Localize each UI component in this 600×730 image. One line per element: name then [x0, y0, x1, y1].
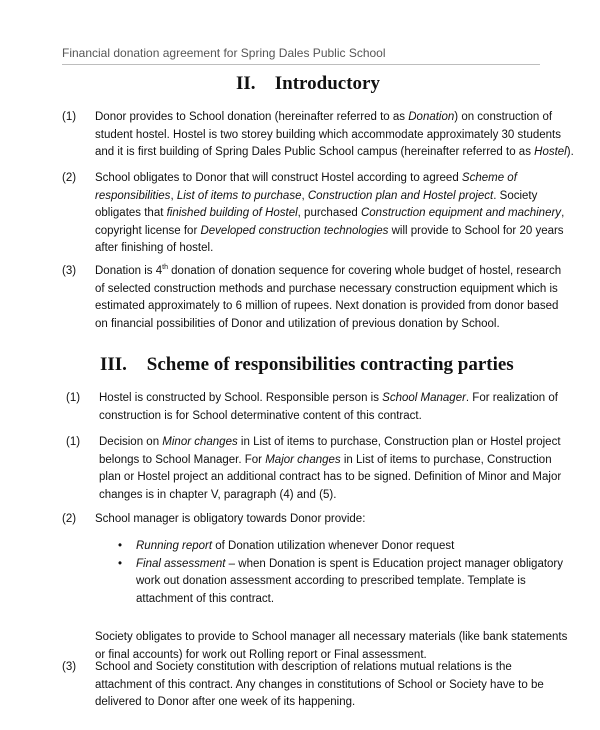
text-line: obligates that finished building of Hostel, purchased Construction equipment and machinery, [95, 207, 565, 219]
paragraph-marker: (2) [62, 513, 77, 525]
text-line: or final accounts) for work out Rolling report or Final assessment. [95, 648, 427, 661]
text-line: belongs to School Manager. For Major changes in List of items to purchase, Construction [99, 453, 552, 466]
text-line: estimated approximately to 6 million of rupees. Next donation is provided from donor based [95, 300, 559, 312]
bullet-icon: • [118, 540, 123, 552]
text-line: School and Society constitution with description of relations mutual relations is the [95, 661, 512, 673]
italic-term: Final assessment [136, 557, 226, 570]
text-line: attachment of this contract. Any changes in constitutions of School or Society have to be [95, 678, 544, 691]
section-heading-scheme [100, 354, 514, 376]
text-line: Donation is 4th donation of donation sequence for covering whole budget of hostel, research [95, 264, 562, 277]
text-line: Final assessment – when Donation is spent is Education project manager obligatory [136, 557, 564, 570]
italic-term: List of items to purchase [176, 189, 302, 202]
paragraph-text [95, 170, 564, 258]
text-line: responsibilities, List of items to purchase, Construction plan and Hostel project. Society [95, 189, 538, 202]
paragraph-text [99, 434, 561, 504]
text-line: Donor provides to School donation (hereinafter referred to as Donation) on construction of [95, 111, 553, 123]
section-heading-introductory [236, 73, 380, 95]
paragraph-marker: (3) [62, 661, 77, 673]
text-line: student hostel. Hostel is two storey building which accommodate approximately 30 students [95, 128, 561, 141]
italic-term: Running report [136, 540, 213, 552]
text-line: on financial possibilities of Donor and utilization of previous donation by School. [95, 317, 500, 330]
text-line: delivered to Donor after one week of its happening. [95, 696, 356, 708]
bullet-item [136, 556, 563, 609]
italic-term: School Manager [382, 392, 466, 404]
italic-term: Donation [408, 111, 455, 123]
text-line: Society obligates to provide to School manager all necessary materials (like bank statements [95, 631, 568, 643]
text-line: School manager is obligatory towards Donor provide: [95, 513, 366, 525]
text-line: Hostel is constructed by School. Responsible person is School Manager. For realization of [99, 392, 558, 404]
text-line: of selected construction methods and purchase necessary construction equipment which is [95, 282, 558, 295]
text-line: Running report of Donation utilization whenever Donor request [136, 540, 455, 552]
italic-term: Construction plan and Hostel project [307, 189, 494, 202]
section-number: II. [236, 73, 256, 94]
paragraph-marker: (1) [66, 392, 81, 404]
text-line: after finishing of hostel. [95, 242, 214, 254]
italic-term: finished building of Hostel [166, 207, 298, 219]
italic-term: Minor changes [162, 436, 238, 448]
text-line: copyright license for Developed construction technologies will provide to School for 20 years [95, 224, 564, 237]
paragraph-text [95, 659, 544, 712]
paragraph-marker: (3) [62, 265, 77, 277]
paragraph-text [95, 263, 561, 333]
text-line: plan or Hostel project an additional contract has to be signed. Definition of Minor and Major [99, 471, 562, 483]
text-line: attachment of this contract. [136, 592, 275, 605]
paragraph-marker: (1) [66, 436, 81, 448]
paragraph-text [95, 511, 365, 529]
italic-term: Major changes [265, 453, 341, 466]
italic-term: Developed construction technologies [200, 224, 389, 237]
text-line: and it is first building of Spring Dales Public School campus (hereinafter referred to as Hostel). [95, 146, 574, 158]
text-line: changes is in chapter V, paragraph (4) and (5). [99, 488, 337, 501]
section-title: Introductory [274, 73, 380, 94]
section-title: Scheme of responsibilities contracting parties [146, 354, 514, 375]
bullet-item [136, 538, 454, 556]
paragraph-text [99, 390, 558, 425]
italic-term: responsibilities [95, 189, 171, 202]
italic-term: Scheme of [461, 172, 517, 184]
text-line: construction is for School determinative content of this contract. [99, 409, 422, 422]
paragraph-marker: (1) [62, 111, 77, 123]
bullet-icon: • [118, 557, 123, 570]
running-header: Financial donation agreement for Spring Dales Public School [62, 46, 386, 60]
superscript: th [162, 264, 168, 272]
italic-term: Construction equipment and machinery [360, 207, 562, 219]
text-line: School obligates to Donor that will construct Hostel according to agreed Scheme of [95, 172, 517, 184]
text-line: Decision on Minor changes in List of items to purchase, Construction plan or Hostel project [99, 436, 561, 448]
text-line: work out donation assessment according to prescribed template. Template is [136, 575, 526, 587]
header-rule [62, 64, 540, 65]
paragraph-text [95, 109, 574, 162]
section-number: III. [100, 354, 127, 375]
paragraph-marker: (2) [62, 172, 77, 184]
italic-term: Hostel [534, 146, 567, 158]
